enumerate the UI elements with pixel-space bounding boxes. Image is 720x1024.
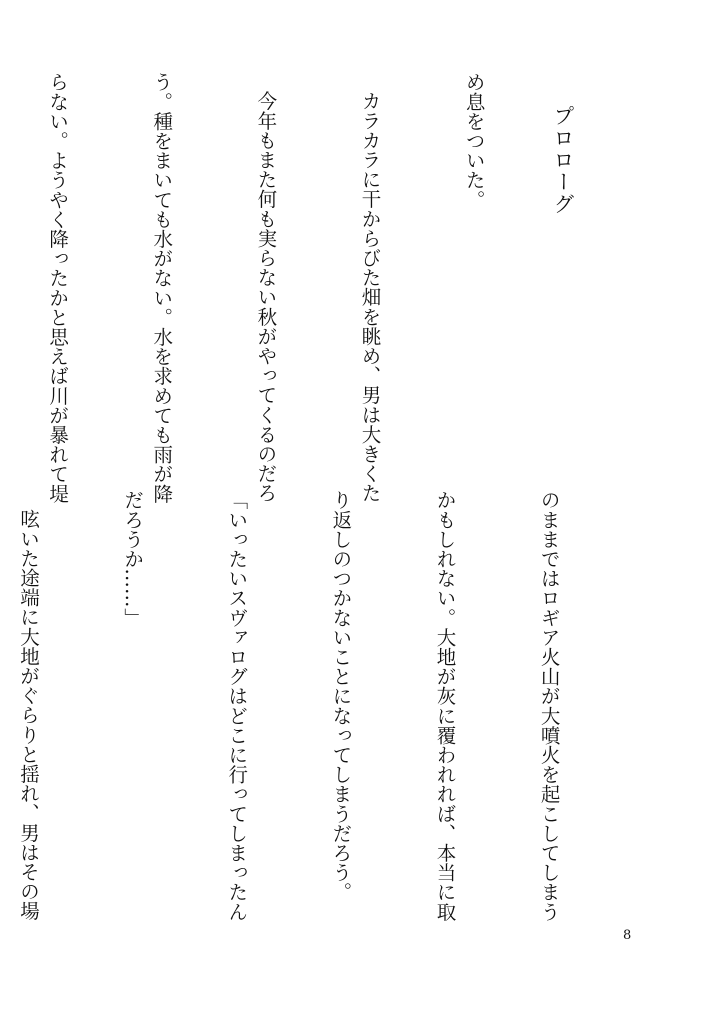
text-line: かもしれない。大地が灰に覆われれば、本当に取 — [433, 490, 457, 922]
text-line: カラカラに干からびた畑を眺め、男は大きくた — [358, 91, 382, 503]
page-number: 8 — [623, 928, 632, 943]
text-line: のままではロギア火山が大噴火を起こしてしまう — [537, 490, 561, 922]
text-block-lower — [17, 490, 635, 922]
text-line: 呟いた途端に大地がぐらりと揺れ、男はその場 — [17, 509, 41, 921]
text-line: 今年もまた何も実らない秋がやってくるのだろ — [254, 91, 278, 503]
text-line: り返しのつかないことになってしまうだろう。 — [329, 490, 353, 902]
text-line: だろうか……」 — [121, 490, 145, 628]
text-line: 「いったいスヴァログはどこに行ってしまったん — [225, 490, 249, 922]
text-block-upper — [46, 72, 560, 504]
text-line: め息をついた。 — [462, 72, 486, 210]
text-line: う。種をまいても水がない。水を求めても雨が降 — [150, 72, 174, 504]
chapter-title: プロローグ — [551, 105, 575, 215]
text-line: らない。ようやく降ったかと思えば川が暴れて堤 — [46, 72, 70, 504]
